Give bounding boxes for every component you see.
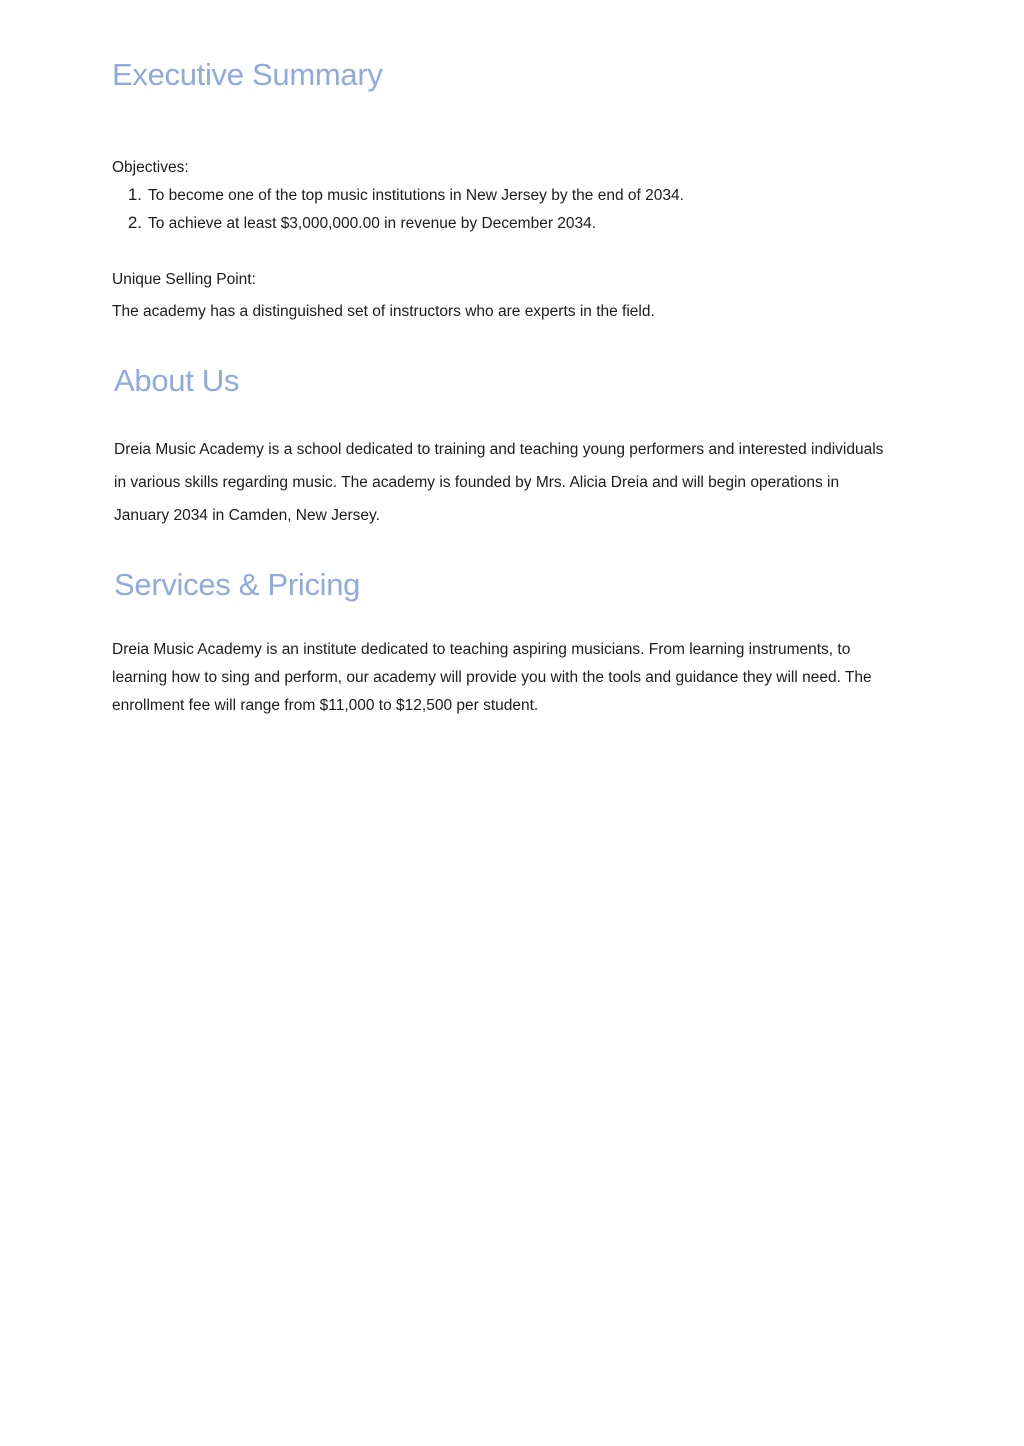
objective-item bbox=[112, 185, 684, 213]
objective-text: To become one of the top music institutions in New Jersey by the end of 2034. bbox=[148, 187, 684, 204]
objective-number: 1. bbox=[127, 185, 142, 204]
usp-label: Unique Selling Point: bbox=[112, 271, 256, 288]
objective-text: To achieve at least $3,000,000.00 in revenue by December 2034. bbox=[148, 215, 597, 232]
objectives-list bbox=[112, 185, 684, 241]
objective-item bbox=[112, 213, 684, 241]
objectives-label: Objectives: bbox=[112, 159, 189, 176]
executive-summary-heading: Executive Summary bbox=[112, 57, 383, 92]
services-pricing-heading: Services & Pricing bbox=[114, 567, 361, 602]
services-pricing-line: Dreia Music Academy is an institute dedicated to teaching aspiring musicians. From learning instruments, to bbox=[112, 641, 851, 658]
usp-text: The academy has a distinguished set of instructors who are experts in the field. bbox=[112, 303, 655, 320]
about-us-line: January 2034 in Camden, New Jersey. bbox=[114, 507, 380, 524]
about-us-heading: About Us bbox=[114, 363, 240, 398]
about-us-line: in various skills regarding music. The academy is founded by Mrs. Alicia Dreia and will begin operations in bbox=[114, 474, 840, 491]
services-pricing-line: learning how to sing and perform, our academy will provide you with the tools and guidance they will need. The bbox=[112, 669, 872, 686]
about-us-line: Dreia Music Academy is a school dedicated to training and teaching young performers and interested individuals bbox=[114, 441, 884, 458]
services-pricing-line: enrollment fee will range from $11,000 to $12,500 per student. bbox=[112, 697, 539, 714]
objective-number: 2. bbox=[127, 213, 142, 232]
